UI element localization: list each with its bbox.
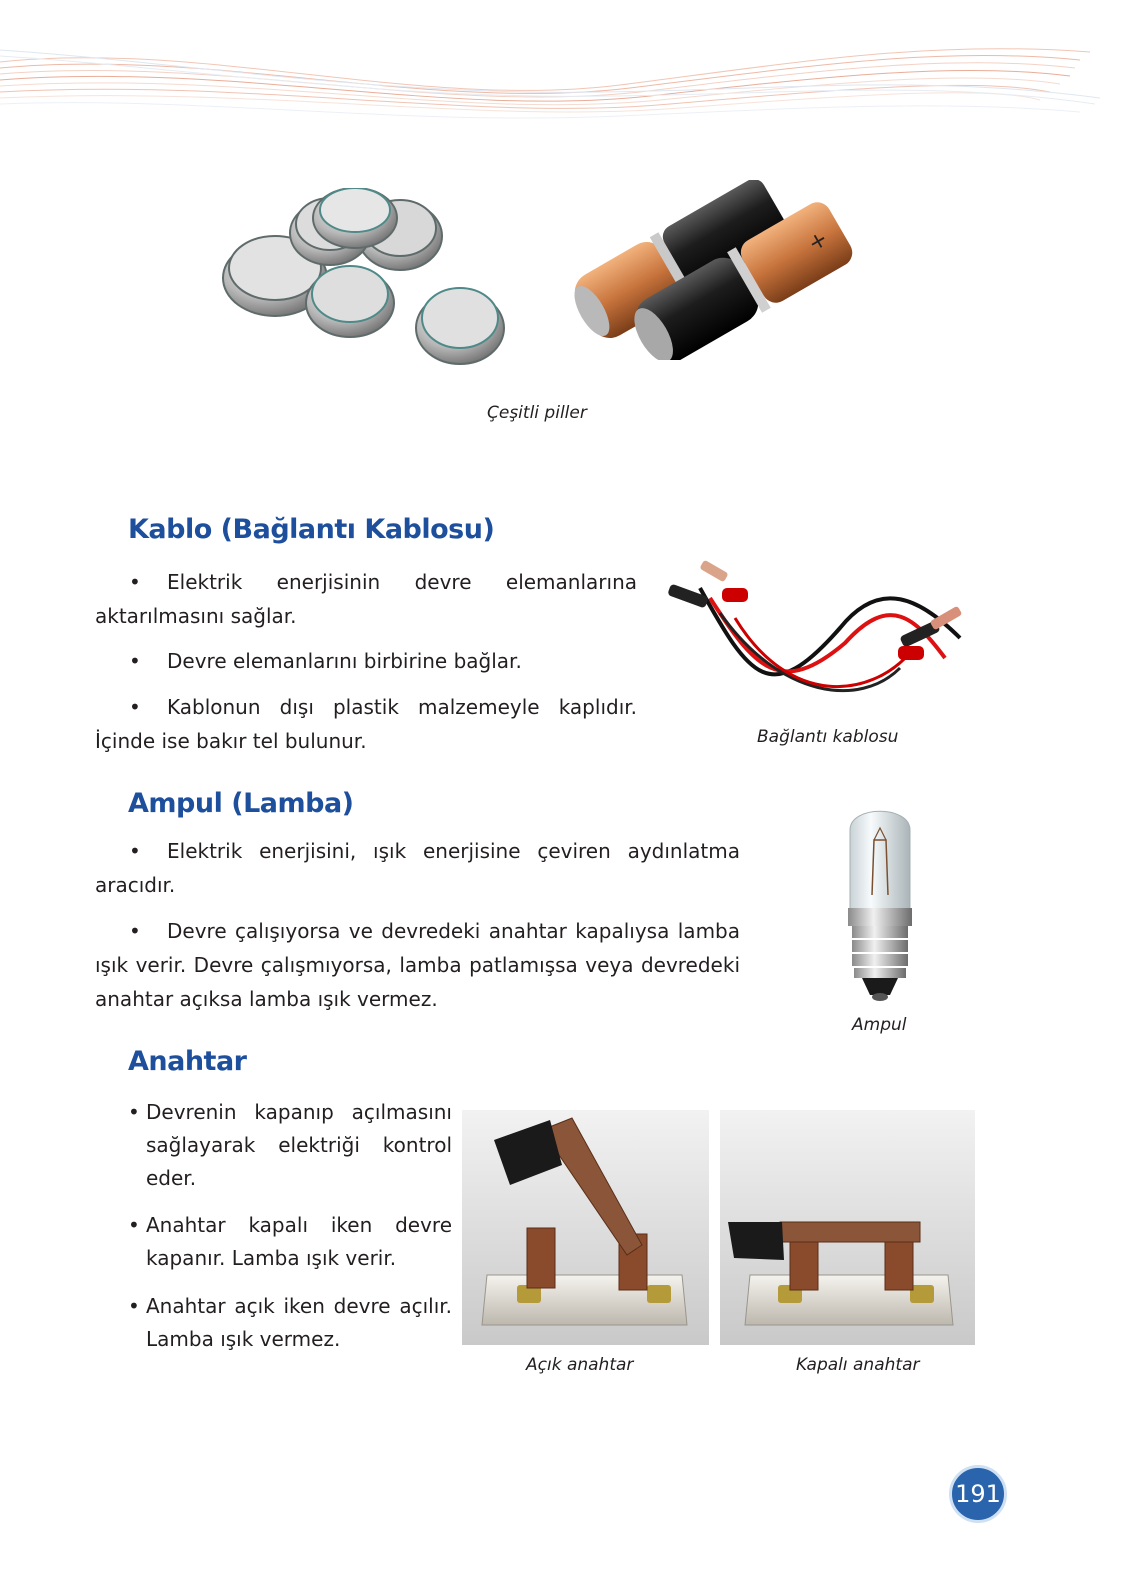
light-bulb-image — [840, 800, 920, 1005]
bullet-symbol: • — [128, 1100, 140, 1124]
cable-caption: Bağlantı kablosu — [757, 727, 899, 747]
open-switch-image — [462, 1110, 709, 1345]
bullet-symbol: • — [129, 695, 141, 719]
bullet-symbol: • — [129, 649, 141, 673]
switch-bullet-3: • Anahtar açık iken devre açılır. Lamba ışık vermez. — [128, 1290, 452, 1356]
bullet-symbol: • — [129, 839, 141, 863]
jumper-cable-image — [660, 558, 980, 708]
bullet-symbol: • — [129, 919, 141, 943]
svg-text:+: + — [804, 226, 833, 258]
closed-switch-image — [720, 1110, 975, 1345]
cable-section-title: Kablo (Bağlantı Kablosu) — [128, 514, 495, 545]
switch-section-title: Anahtar — [128, 1046, 247, 1077]
coin-batteries-image — [220, 188, 510, 373]
page-number-badge: 191 — [949, 1465, 1007, 1523]
bulb-bullet-1: • Elektrik enerjisini, ışık enerjisine çeviren aydınlatma aracıdır. — [95, 834, 740, 902]
bullet-symbol: • — [128, 1213, 140, 1237]
bullet-symbol: • — [129, 570, 141, 594]
bulb-caption: Ampul — [852, 1015, 907, 1035]
switch-bullet-2: • Anahtar kapalı iken devre kapanır. Lamba ışık verir. — [128, 1209, 452, 1275]
cable-bullet-2: • Devre elemanlarını birbirine bağlar. — [95, 644, 637, 678]
closed-switch-caption: Kapalı anahtar — [796, 1355, 920, 1375]
switch-bullet-1: • Devrenin kapanıp açılmasını sağlayarak elektriği kontrol eder. — [128, 1096, 452, 1195]
aa-batteries-image — [565, 180, 865, 360]
header-wave-decoration — [0, 0, 1123, 140]
cable-bullet-1: • Elektrik enerjisinin devre elemanlarına aktarılmasını sağlar. — [95, 565, 637, 633]
open-switch-caption: Açık anahtar — [526, 1355, 634, 1375]
bulb-bullet-2: • Devre çalışıyorsa ve devredeki anahtar kapalıysa lamba ışık verir. Devre çalışmıyorsa, lamba patlamışsa veya devredeki anahtar açıksa lamba ışık vermez. — [95, 914, 740, 1016]
bulb-section-title: Ampul (Lamba) — [128, 788, 354, 819]
cable-bullet-3: • Kablonun dışı plastik malzemeyle kaplıdır. İçinde ise bakır tel bulunur. — [95, 690, 637, 758]
bullet-symbol: • — [128, 1294, 140, 1318]
batteries-caption: Çeşitli piller — [487, 403, 587, 423]
